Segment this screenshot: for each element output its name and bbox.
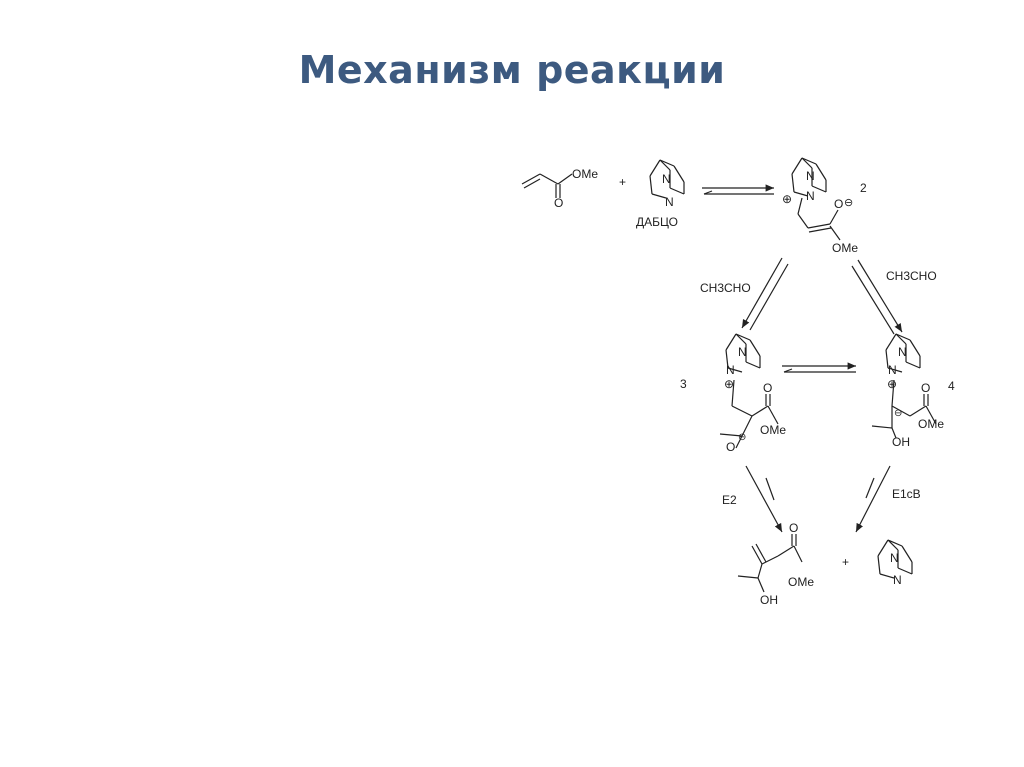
acrylate-ome-label: OMe: [572, 167, 599, 181]
dabco-label: ДАБЦО: [636, 215, 678, 229]
z2-number: 2: [860, 181, 867, 195]
dabco2-n-bottom: N: [893, 573, 902, 587]
ch3cho-right: CH3CHO: [886, 269, 937, 283]
slide-title: Механизм реакции: [298, 48, 726, 92]
z2-n-bottom: N: [806, 189, 815, 203]
z3-o-alkoxide: O: [726, 440, 736, 454]
z2-cation: ⊕: [782, 192, 793, 206]
e1cb-label: E1cB: [892, 487, 921, 501]
equilibrium-arrow-top: [702, 188, 774, 194]
e2-arrow: [746, 466, 782, 532]
z4-number: 4: [948, 379, 955, 393]
product-ome-label: OMe: [788, 575, 815, 589]
z4-n-bottom: N: [888, 363, 897, 377]
product-o-label: O: [789, 521, 799, 535]
dabco2-n-top: N: [890, 551, 899, 565]
z3-number: 3: [680, 377, 687, 391]
z3-minus: ⊖: [738, 432, 747, 443]
z2-o-label: O: [834, 197, 844, 211]
z2-minus: ⊖: [844, 197, 854, 209]
e2-label: E2: [722, 493, 737, 507]
z2-ome-label: OMe: [832, 241, 859, 255]
e1cb-arrow: [856, 466, 890, 532]
methyl-acrylate: [522, 174, 572, 198]
z3-n-top: N: [738, 345, 747, 359]
acrylate-o-label: O: [554, 196, 564, 210]
plus-sign-2: +: [842, 555, 850, 569]
z4-o-carbonyl: O: [921, 381, 931, 395]
reaction-scheme: [512, 148, 972, 618]
z4-oh-label: OH: [892, 435, 910, 449]
plus-sign-1: +: [619, 175, 627, 189]
equilibrium-arrow-middle: [782, 366, 856, 372]
z4-minus: ⊖: [894, 408, 903, 419]
z3-o-carbonyl: O: [763, 381, 773, 395]
product-oh-label: OH: [760, 593, 778, 607]
dabco-n-top: N: [662, 172, 671, 186]
z4-cation: ⊕: [887, 377, 898, 391]
z3-n-bottom: N: [726, 363, 735, 377]
z3-ome-label: OMe: [760, 423, 787, 437]
reaction-scheme-svg: [512, 148, 972, 618]
dabco-n-bottom: N: [665, 195, 674, 209]
z4-ome-label: OMe: [918, 417, 945, 431]
z4-n-top: N: [898, 345, 907, 359]
z3-cation: ⊕: [724, 377, 735, 391]
z2-n-top: N: [806, 169, 815, 183]
ch3cho-left: CH3CHO: [700, 281, 751, 295]
